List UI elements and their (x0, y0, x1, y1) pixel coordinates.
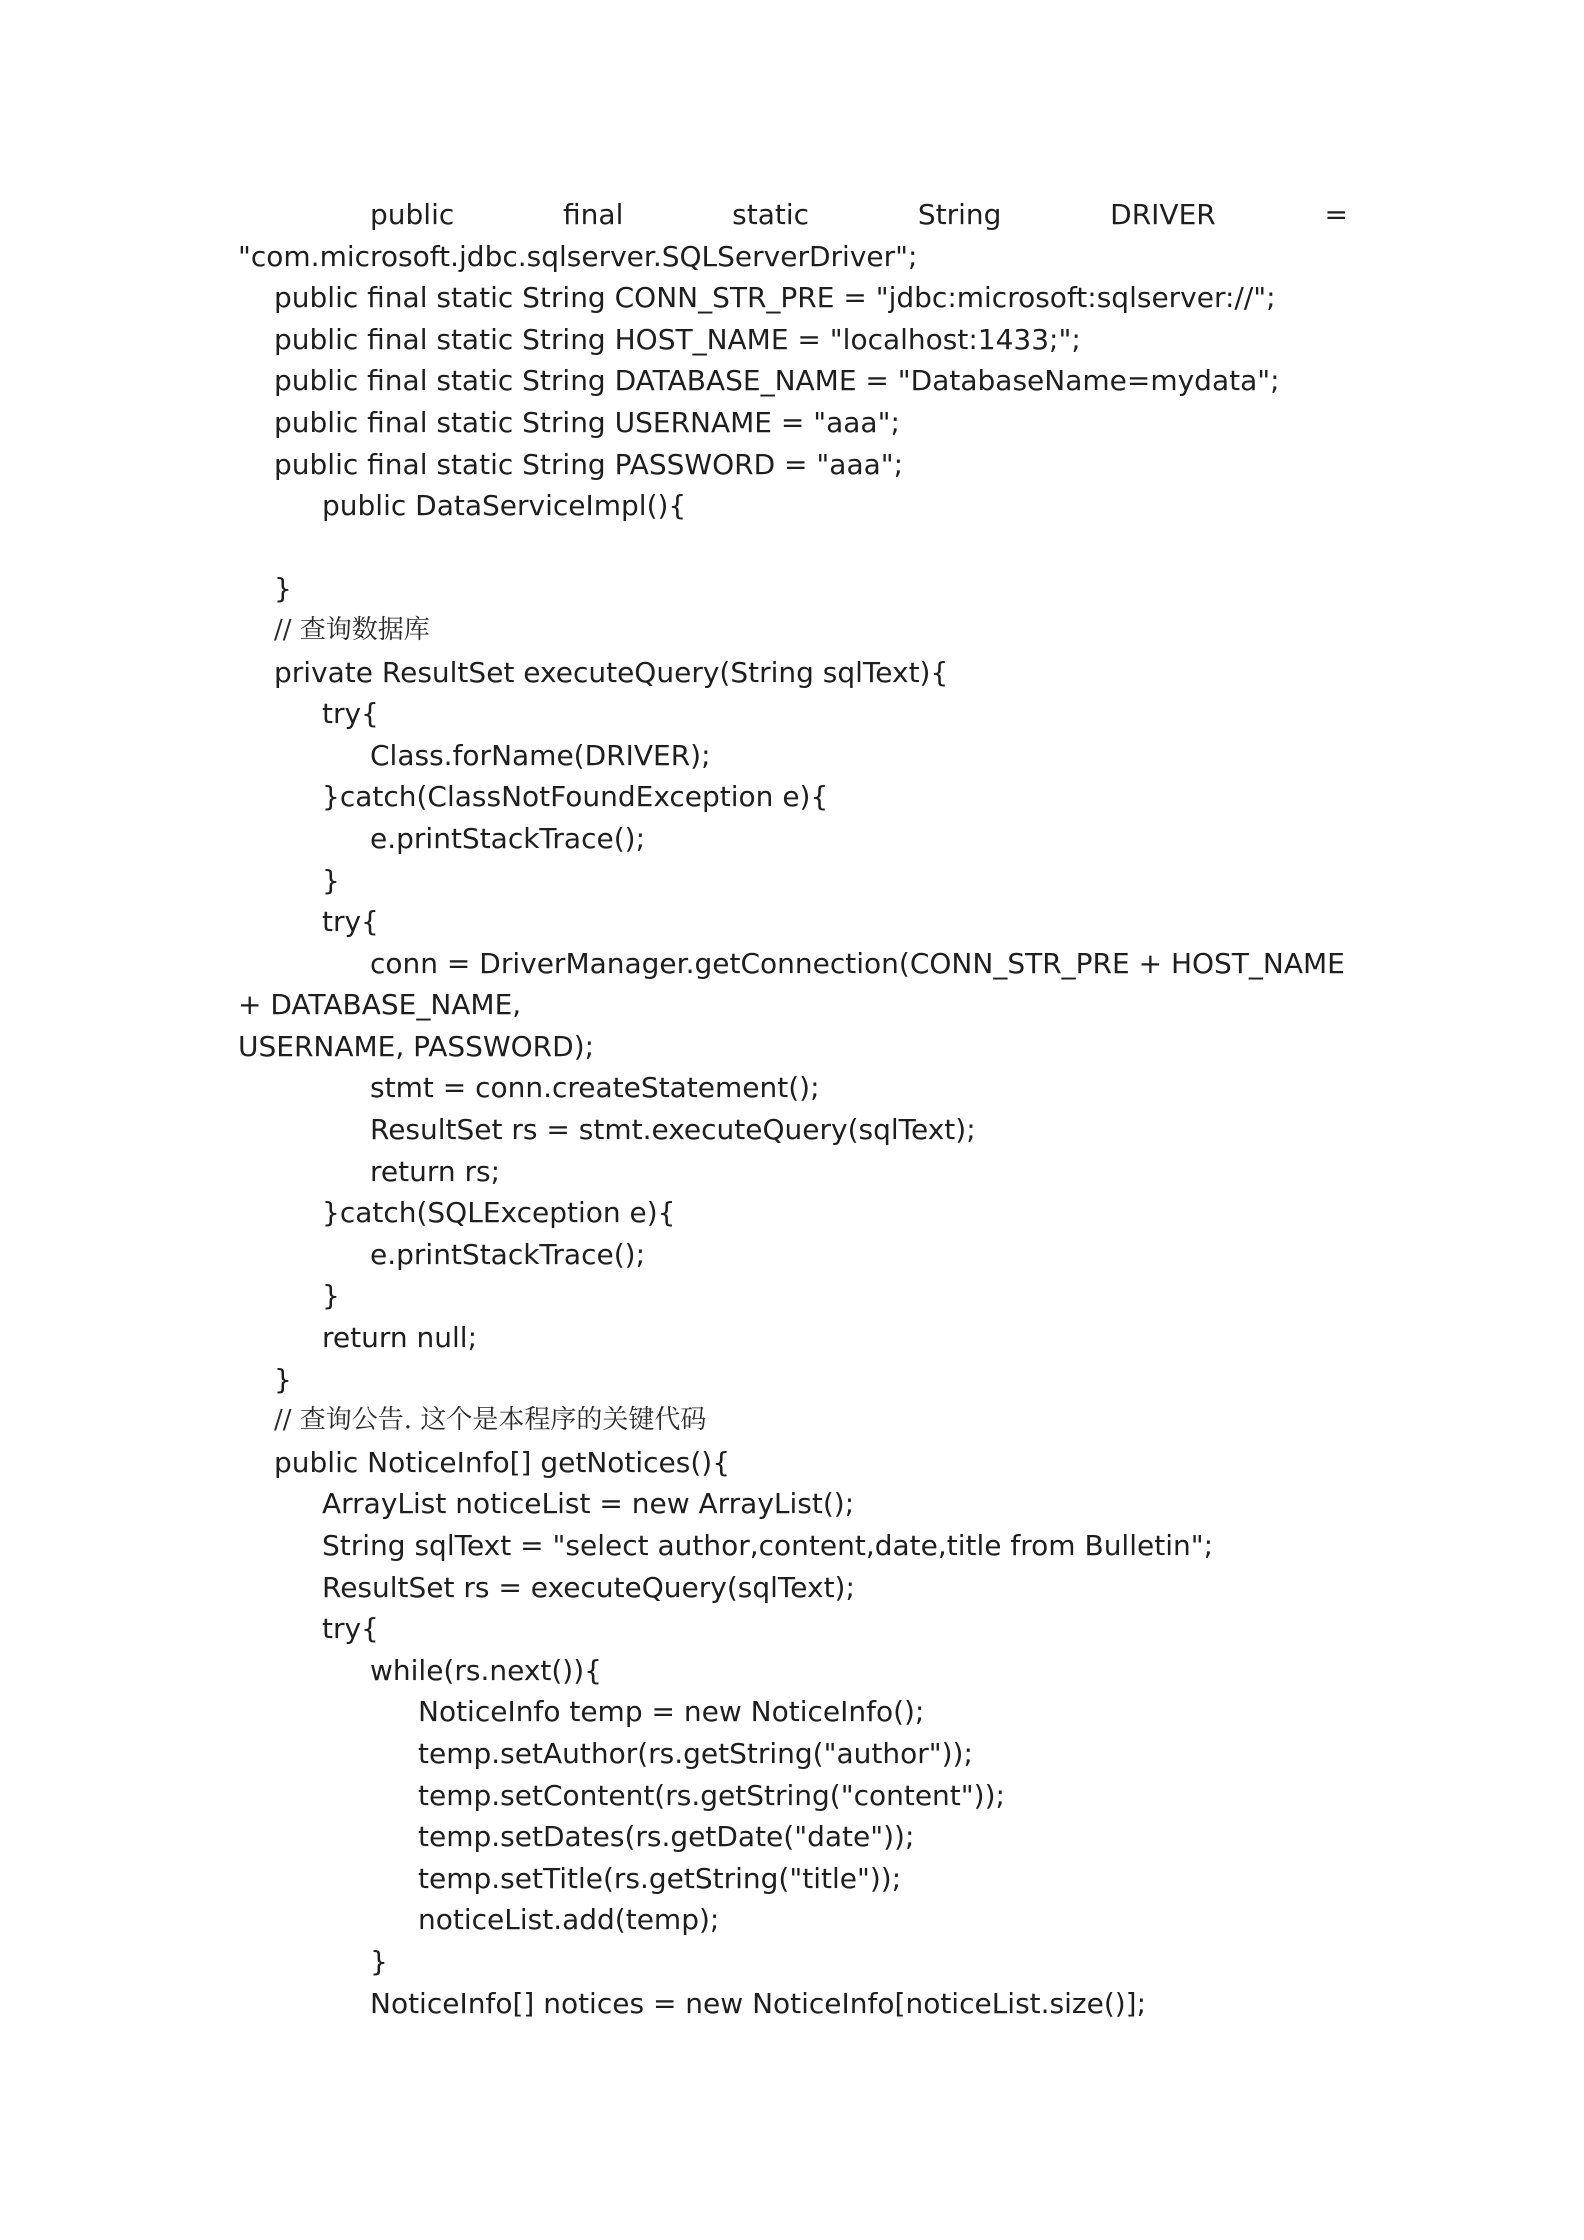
driver-declaration-line (238, 194, 1348, 236)
code-line: }catch(SQLException e){ (322, 1196, 676, 1230)
code-line: temp.setAuthor(rs.getString("author")); (418, 1736, 973, 1770)
code-line: temp.setTitle(rs.getString("title")); (418, 1861, 902, 1895)
code-line: conn = DriverManager.getConnection(CONN_STR_PRE + HOST_NAME (370, 946, 1345, 980)
code-line: Class.forName(DRIVER); (370, 738, 711, 772)
code-token: public (370, 198, 455, 231)
code-line: try{ (322, 697, 379, 731)
code-line: public DataServiceImpl(){ (322, 489, 687, 523)
code-line: } (370, 1944, 388, 1978)
code-token: String (917, 198, 1002, 231)
code-token: final (563, 198, 624, 231)
code-line: private ResultSet executeQuery(String sqlText){ (274, 655, 949, 689)
code-line: temp.setDates(rs.getDate("date")); (418, 1820, 915, 1854)
code-line: } (322, 1279, 340, 1313)
code-line: NoticeInfo[] notices = new NoticeInfo[noticeList.size()]; (370, 1986, 1147, 2020)
code-line: noticeList.add(temp); (418, 1903, 720, 1937)
code-line: return rs; (370, 1154, 501, 1188)
code-line: USERNAME, PASSWORD); (238, 1029, 595, 1063)
code-document (238, 194, 1348, 2024)
code-line: } (274, 1362, 292, 1396)
code-line: try{ (322, 1612, 379, 1646)
code-line: stmt = conn.createStatement(); (370, 1071, 820, 1105)
code-line: ResultSet rs = stmt.executeQuery(sqlText); (370, 1113, 976, 1147)
code-line: } (322, 863, 340, 897)
comment-line: // 查询数据库 (274, 614, 430, 645)
code-line: public final static String DATABASE_NAME = "DatabaseName=mydata"; (274, 364, 1280, 398)
code-line: return null; (322, 1321, 477, 1355)
code-token: DRIVER (1110, 198, 1216, 231)
code-line (238, 527, 1348, 569)
code-token: static (732, 198, 810, 231)
code-line: public final static String HOST_NAME = "localhost:1433;"; (274, 322, 1081, 356)
code-line: NoticeInfo temp = new NoticeInfo(); (418, 1695, 925, 1729)
code-line: + DATABASE_NAME, (238, 988, 522, 1022)
code-line: String sqlText = "select author,content,date,title from Bulletin"; (322, 1529, 1214, 1562)
code-line: ResultSet rs = executeQuery(sqlText); (322, 1570, 855, 1604)
comment-line: // 查询公告. 这个是本程序的关键代码 (274, 1405, 707, 1436)
code-line: "com.microsoft.jdbc.sqlserver.SQLServerDriver"; (238, 239, 918, 273)
code-line: }catch(ClassNotFoundException e){ (322, 780, 829, 814)
code-line: while(rs.next()){ (370, 1653, 602, 1687)
code-line: public final static String USERNAME = "aaa"; (274, 405, 900, 439)
code-token: = (1324, 198, 1348, 231)
code-line: try{ (322, 905, 379, 939)
code-line: e.printStackTrace(); (370, 1237, 645, 1271)
code-line: public final static String PASSWORD = "aaa"; (274, 447, 904, 481)
code-line: } (274, 572, 292, 606)
code-line: public NoticeInfo[] getNotices(){ (274, 1445, 731, 1479)
code-line: e.printStackTrace(); (370, 821, 645, 855)
code-line: temp.setContent(rs.getString("content")); (418, 1778, 1005, 1812)
code-line: public final static String CONN_STR_PRE = "jdbc:microsoft:sqlserver://"; (274, 281, 1276, 315)
code-line: ArrayList noticeList = new ArrayList(); (322, 1487, 855, 1521)
